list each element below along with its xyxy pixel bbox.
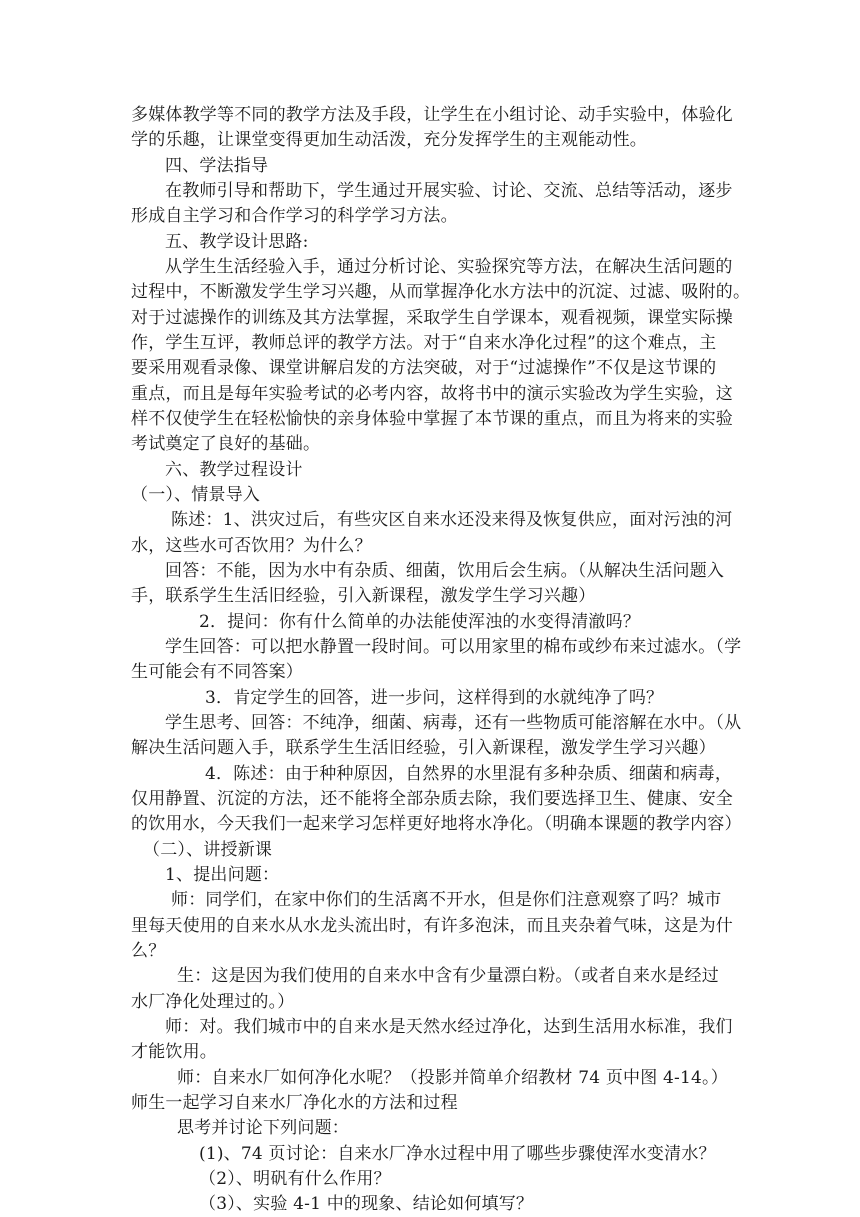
- body-line: 仅用静置、沉淀的方法，还不能将全部杂质去除，我们要选择卫生、健康、安全: [131, 789, 733, 809]
- subsection-heading: （二）、讲授新课: [143, 840, 273, 860]
- body-line: 生：这是因为我们使用的自来水中含有少量漂白粉。（或者自来水是经过: [177, 966, 719, 986]
- body-line: 生可能会有不同答案）: [131, 662, 303, 682]
- section-heading: 四、学法指导: [165, 156, 269, 176]
- subsection-heading: （一）、情景导入: [131, 485, 261, 505]
- body-line: 陈述：1、洪灾过后，有些灾区自来水还没来得及恢复供应，面对污浊的河: [171, 510, 733, 530]
- body-line: 师：对。我们城市中的自来水是天然水经过净化，达到生活用水标准，我们: [165, 1017, 733, 1037]
- body-line: 学的乐趣，让课堂变得更加生动活泼，充分发挥学生的主观能动性。: [131, 130, 647, 150]
- body-line: 思考并讨论下列问题：: [177, 1118, 349, 1138]
- body-line: 样不仅使学生在轻松愉快的亲身体验中掌握了本节课的重点，而且为将来的实验: [131, 409, 733, 429]
- body-line: 师：自来水厂如何净化水呢？（投影并简单介绍教材 74 页中图 4-14。）: [177, 1068, 728, 1088]
- body-line: 作，学生互评，教师总评的教学方法。对于“自来水净化过程”的这个难点，主: [131, 333, 717, 353]
- body-line: 回答：不能，因为水中有杂质、细菌，饮用后会生病。（从解决生活问题入: [165, 561, 725, 581]
- body-line: 水厂净化处理过的。）: [131, 992, 295, 1012]
- body-line: 从学生生活经验入手，通过分析讨论、实验探究等方法，在解决生活问题的: [165, 257, 733, 277]
- body-line: 2．提问：你有什么简单的办法能使浑浊的水变得清澈吗？: [199, 612, 641, 632]
- list-item: (1)、74 页讨论：自来水厂净水过程中用了哪些步骤使浑水变清水？: [199, 1144, 716, 1164]
- body-line: 手，联系学生生活旧经验，引入新课程，激发学生学习兴趣）: [131, 586, 596, 606]
- body-line: 学生思考、回答：不纯净，细菌、病毒，还有一些物质可能溶解在水中。（从: [165, 713, 742, 733]
- body-line: 么？: [131, 941, 166, 961]
- body-line: 重点，而且是每年实验考试的必考内容，故将书中的演示实验改为学生实验，这: [131, 384, 733, 404]
- list-item: （3）、实验 4-1 中的现象、结论如何填写？: [199, 1194, 534, 1214]
- body-line: 师：同学们，在家中你们的生活离不开水，但是你们注意观察了吗？城市: [171, 890, 722, 910]
- body-line: 1、提出问题：: [165, 865, 280, 885]
- body-line: 才能饮用。: [131, 1042, 217, 1062]
- body-line: 考试奠定了良好的基础。: [131, 434, 321, 454]
- section-heading: 六、教学过程设计: [165, 460, 303, 480]
- body-line: 解决生活问题入手，联系学生生活旧经验，引入新课程，激发学生学习兴趣）: [131, 738, 716, 758]
- body-line: 要采用观看录像、课堂讲解启发的方法突破，对于“过滤操作”不仅是这节课的: [131, 358, 717, 378]
- body-line: 3．肯定学生的回答，进一步问，这样得到的水就纯净了吗？: [205, 688, 664, 708]
- list-item: （2）、明矾有什么作用？: [199, 1169, 391, 1189]
- body-line: 形成自主学习和合作学习的科学学习方法。: [131, 206, 458, 226]
- body-line: 的饮用水，今天我们一起来学习怎样更好地将水净化。（明确本课题的教学内容）: [131, 814, 742, 834]
- body-line: 学生回答：可以把水静置一段时间。可以用家里的棉布或纱布来过滤水。（学: [165, 637, 742, 657]
- body-line: 4．陈述：由于种种原因，自然界的水里混有多种杂质、细菌和病毒，: [205, 764, 733, 784]
- body-line: 多媒体教学等不同的教学方法及手段，让学生在小组讨论、动手实验中，体验化: [131, 105, 733, 125]
- body-line: 师生一起学习自来水厂净化水的方法和过程: [131, 1093, 458, 1113]
- body-line: 里每天使用的自来水从水龙头流出时，有许多泡沫，而且夹杂着气味，这是为什: [131, 916, 733, 936]
- body-line: 对于过滤操作的训练及其方法掌握，采取学生自学课本，观看视频，课堂实际操: [131, 308, 733, 328]
- body-line: 在教师引导和帮助下，学生通过开展实验、讨论、交流、总结等活动，逐步: [165, 181, 733, 201]
- body-line: 水，这些水可否饮用？为什么？: [131, 536, 372, 556]
- section-heading: 五、教学设计思路:: [165, 232, 309, 252]
- body-line: 过程中，不断激发学生学习兴趣，从而掌握净化水方法中的沉淀、过滤、吸附的。: [131, 282, 751, 302]
